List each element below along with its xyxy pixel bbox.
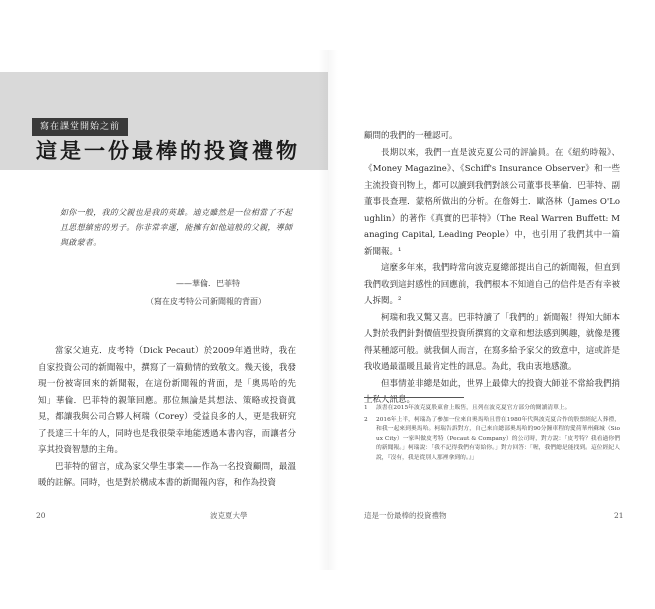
left-body-text	[38, 343, 296, 492]
footnote-number: 2	[364, 416, 368, 423]
footnotes	[364, 404, 620, 465]
page-number-right: 21	[614, 511, 624, 520]
right-page	[328, 0, 655, 609]
running-title-left: 波克夏大學	[210, 511, 248, 520]
running-title-right: 這是一份最棒的投資禮物	[364, 511, 447, 520]
paragraph: 顧問的我們的一種認可。	[364, 131, 458, 141]
footnote-text: 2016年上半，柯瑞為了參加一位來自奧馬哈且曾在1980年代與波克夏合作的股票經紀人葬禮，和我一起來到奧馬哈。柯瑞告訴對方，自己來自總部奧馬哈的90分鐘車程的愛荷華州蘇城（Sioux City）一家叫做皮考特（Pecaut & Company）的公司時，對方說：「皮考特？我看過你們的新聞報。」柯瑞說：「我不記得我們有寄給你。」對方回答：「喔，我們總是能找到。這位經紀人說，『沒有，我是從別人那裡拿到的。』」	[376, 416, 620, 461]
footnote-divider	[364, 397, 464, 398]
paragraph: 但事情並非總是如此，世界上最偉大的投資大師並不常給我們捎上私人訊息。	[364, 378, 620, 405]
epigraph-attribution: ——華倫．巴菲特	[176, 279, 240, 288]
epigraph-quote: 如你一般，我的父親也是我的英雄。迪克雖然是一位相當了不起且思想縝密的男子。你非常幸運，能擁有如他這般的父親，導師與啟蒙者。	[60, 208, 293, 247]
right-body-text	[364, 128, 620, 409]
paragraph: 當家父迪克．皮考特（Dick Pecaut）於2009年過世時，我在自家投資公司的新聞報中，撰寫了一篇動情的致敬文。幾天後，我發現一份被寄回來的新聞報，在這份新聞報的背面，是「奧馬哈的先知」華倫．巴菲特的親筆回應。那位無論是其想法、策略或投資眞見，都讓我與公司合夥人柯瑞（Corey）受益良多的人，更是我研究了長達三十年的人，同時也是我很榮幸地能透過本書內容，而讓者分享其投資智慧的主角。	[38, 346, 296, 455]
epigraph-source: （寫在皮考特公司新聞報的背面）	[146, 297, 266, 306]
footnote	[364, 404, 620, 414]
paragraph: 長期以來，我們一直是波克夏公司的評論員。在《紐約時報》、《Money Magazine》、《Schiff's Insurance Observer》和一些主流投資刊物上，都可以讀到我們對該公司董事長華倫．巴菲特、副董事長查理．蒙格所做出的分析。在詹姆士．歐洛林（James O'Loughlin）的著作《真實的巴菲特》（The Real Warren Buffett: Managing Capital, Leading People）中，也引用了我們其中一篇新聞報。¹	[364, 147, 620, 257]
section-tag: 寫在課堂開始之前	[32, 118, 128, 136]
footnote-text: 該書在2015年波克夏股東會上販售，且列在波克夏官方部分的閱讀清單上。	[376, 405, 571, 411]
footnote	[364, 416, 620, 464]
chapter-title: 這是一份最棒的投資禮物	[36, 138, 300, 163]
paragraph: 這麼多年來，我們時常向波克夏總部提出自己的新聞報，但直到我們收到這封感性的回應前，我們根本不知道自己的信件是否有幸被人拆閱。²	[364, 263, 620, 306]
page-number-left: 20	[36, 511, 46, 520]
paragraph: 柯瑞和我又驚又喜。巴菲特讀了「我們的」新聞報！得知大師本人對於我們針對價值型投資所撰寫的文章和想法感到興趣，就像是獲得某種認可般。就我個人而言，在寫多給予家父的致意中，這或許是我收過最溫暖且最肯定性的訊息。為此，我由衷地感激。	[364, 312, 620, 372]
footnote-number: 1	[364, 405, 368, 411]
paragraph: 巴菲特的留言，成為家父學生事業——作為一名投資顧問，最溫暖的註解。同時，也是對於構成本書的新聞報內容，和作為投資	[38, 461, 296, 488]
